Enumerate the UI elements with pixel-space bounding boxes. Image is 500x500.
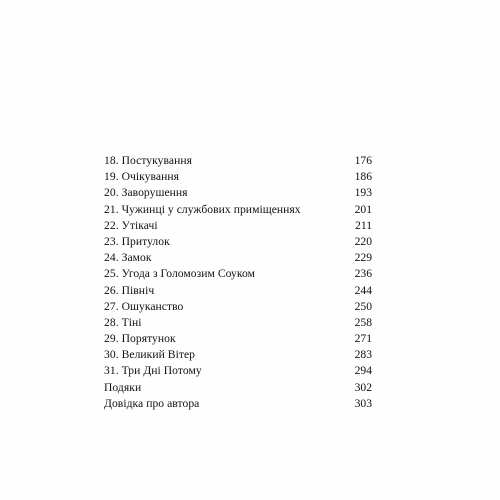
toc-entry xyxy=(104,266,372,282)
toc-entry-title: 28. Тіні xyxy=(104,315,142,329)
toc-entry-page: 193 xyxy=(354,186,372,200)
toc-entry-title: 31. Три Дні Потому xyxy=(104,364,202,378)
toc-entry-page: 220 xyxy=(354,234,372,248)
toc-entry-page: 186 xyxy=(354,170,372,184)
toc-entry xyxy=(104,331,372,347)
toc-entry xyxy=(104,315,372,331)
toc-entry-page: 302 xyxy=(354,380,372,394)
toc-entry-page: 229 xyxy=(354,251,372,265)
toc-entry xyxy=(104,218,372,234)
table-of-contents xyxy=(104,153,372,412)
toc-entry xyxy=(104,250,372,266)
toc-entry-page: 283 xyxy=(354,348,372,362)
toc-entry-title: 24. Замок xyxy=(104,251,152,265)
toc-entry-page: 201 xyxy=(354,202,372,216)
toc-entry-page: 176 xyxy=(354,154,372,167)
toc-entry-page: 303 xyxy=(354,396,372,410)
toc-entry xyxy=(104,299,372,315)
toc-entry-page: 244 xyxy=(354,283,372,297)
toc-entry-title: Подяки xyxy=(104,380,142,394)
toc-entry xyxy=(104,347,372,363)
toc-entry-title: 26. Північ xyxy=(104,283,155,297)
toc-entry xyxy=(104,185,372,201)
toc-entry xyxy=(104,153,372,169)
toc-entry-page: 211 xyxy=(355,218,372,232)
toc-entry xyxy=(104,396,372,412)
toc-entry xyxy=(104,202,372,218)
toc-entry-title: 20. Заворушення xyxy=(104,186,188,200)
toc-entry xyxy=(104,234,372,250)
toc-entry-title: 30. Великий Вітер xyxy=(104,348,196,362)
toc-entry-title: 18. Постукування xyxy=(104,154,192,167)
toc-entry-title: Довідка про автора xyxy=(104,396,200,410)
toc-entry-title: 25. Угода з Голомозим Соуком xyxy=(104,267,256,281)
toc-entry-title: 29. Порятунок xyxy=(104,332,176,346)
toc-entry-page: 250 xyxy=(354,299,372,313)
toc-entry xyxy=(104,283,372,299)
toc-entry-page: 271 xyxy=(354,332,372,346)
toc-entry-title: 27. Ошуканство xyxy=(104,299,184,313)
toc-entry-title: 22. Утікачі xyxy=(104,218,158,232)
toc-entry-page: 294 xyxy=(354,364,372,378)
toc-entry xyxy=(104,380,372,396)
toc-entry-title: 23. Притулок xyxy=(104,234,170,248)
toc-entry-title: 21. Чужинці у службових приміщеннях xyxy=(104,202,301,216)
toc-entry-page: 258 xyxy=(354,315,372,329)
toc-entry xyxy=(104,363,372,379)
toc-entry-page: 236 xyxy=(354,267,372,281)
toc-entry xyxy=(104,169,372,185)
toc-entry-title: 19. Очікування xyxy=(104,170,179,184)
